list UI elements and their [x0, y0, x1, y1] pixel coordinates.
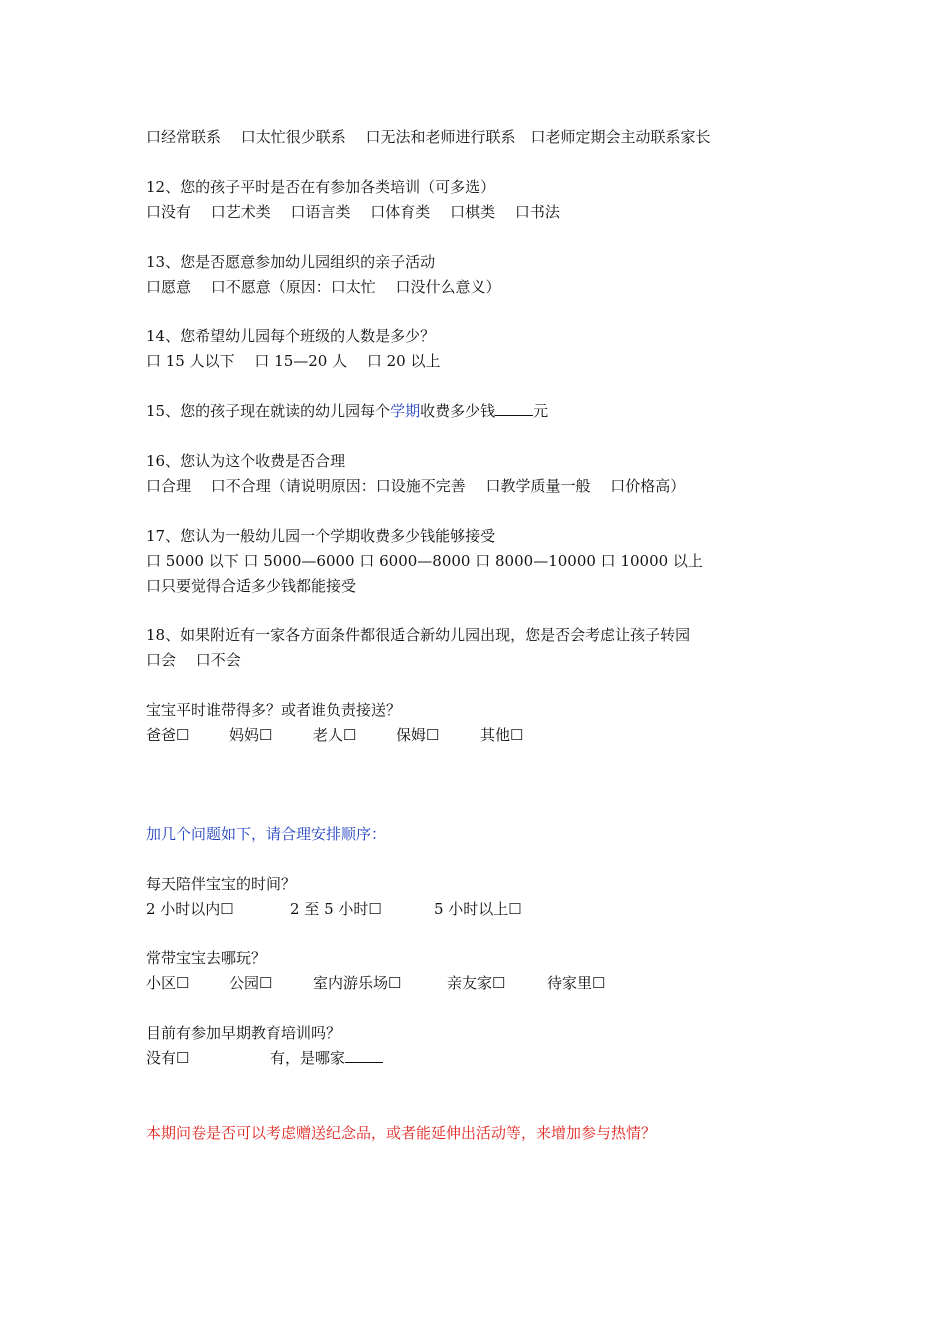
- option-stay-home[interactable]: 待家里☐: [547, 974, 606, 992]
- option-under-2h[interactable]: 2 小时以内☐: [146, 900, 234, 918]
- question-caregiver: 宝宝平时谁带得多？或者谁负责接送？: [146, 701, 402, 719]
- option-relatives[interactable]: 亲友家☐: [447, 974, 506, 992]
- option-other[interactable]: 其他☐: [480, 726, 524, 744]
- question-15-term: 学期: [390, 402, 421, 420]
- option-nanny[interactable]: 保姆☐: [396, 726, 440, 744]
- option-none[interactable]: 没有☐: [146, 1049, 190, 1067]
- question-15-unit: 元: [533, 402, 549, 420]
- option-indoor-playground[interactable]: 室内游乐场☐: [313, 974, 402, 992]
- option-dad[interactable]: 爸爸☐: [146, 726, 190, 744]
- options-16: 口合理 口不合理（请说明原因：口设施不完善 口教学质量一般 口价格高）: [146, 477, 686, 495]
- option-park[interactable]: 公园☐: [229, 974, 273, 992]
- option-2-to-5h[interactable]: 2 至 5 小时☐: [290, 900, 382, 918]
- question-12: 12、您的孩子平时是否在有参加各类培训（可多选）: [146, 178, 496, 196]
- option-yes[interactable]: 有，是哪家: [270, 1049, 346, 1067]
- note-gift-suggestion: 本期问卷是否可以考虑赠送纪念品，或者能延伸出活动等，来增加参与热情？: [146, 1124, 657, 1142]
- question-15: [146, 401, 548, 421]
- question-17: 17、您认为一般幼儿园一个学期收费多少钱能够接受: [146, 527, 496, 545]
- options-18: 口会 口不会: [146, 651, 241, 669]
- options-early-education: [146, 1048, 383, 1068]
- options-17: 口 5000 以下 口 5000—6000 口 6000—8000 口 8000—10000 口 10000 以上: [146, 552, 703, 570]
- question-14: 14、您希望幼儿园每个班级的人数是多少？: [146, 327, 436, 345]
- option-community[interactable]: 小区☐: [146, 974, 190, 992]
- question-16: 16、您认为这个收费是否合理: [146, 452, 346, 470]
- fee-blank[interactable]: [495, 401, 533, 416]
- question-early-education: 目前有参加早期教育培训吗？: [146, 1024, 342, 1042]
- options-13: 口愿意 口不愿意（原因：口太忙 口没什么意义）: [146, 278, 501, 296]
- question-places: 常带宝宝去哪玩？: [146, 949, 267, 967]
- institution-blank[interactable]: [345, 1048, 383, 1063]
- question-18: 18、如果附近有一家各方面条件都很适合新幼儿园出现，您是否会考虑让孩子转园: [146, 626, 691, 644]
- note-add-questions: 加几个问题如下，请合理安排顺序：: [146, 825, 387, 843]
- question-15-prefix: 15、您的孩子现在就读的幼儿园每个: [146, 402, 391, 420]
- option-over-5h[interactable]: 5 小时以上☐: [434, 900, 522, 918]
- question-time: 每天陪伴宝宝的时间？: [146, 875, 297, 893]
- options-places: [146, 973, 605, 993]
- options-17-extra: 口只要觉得合适多少钱都能接受: [146, 577, 357, 595]
- options-14: 口 15 人以下 口 15—20 人 口 20 以上: [146, 352, 441, 370]
- option-mom[interactable]: 妈妈☐: [229, 726, 273, 744]
- options-12: 口没有 口艺术类 口语言类 口体育类 口棋类 口书法: [146, 203, 560, 221]
- options-caregiver: [146, 725, 523, 745]
- question-13: 13、您是否愿意参加幼儿园组织的亲子活动: [146, 253, 436, 271]
- question-15-middle: 收费多少钱: [420, 402, 496, 420]
- options-time: [146, 899, 522, 919]
- option-line-contact: 口经常联系 口太忙很少联系 口无法和老师进行联系 口老师定期会主动联系家长: [146, 128, 711, 146]
- option-elder[interactable]: 老人☐: [313, 726, 357, 744]
